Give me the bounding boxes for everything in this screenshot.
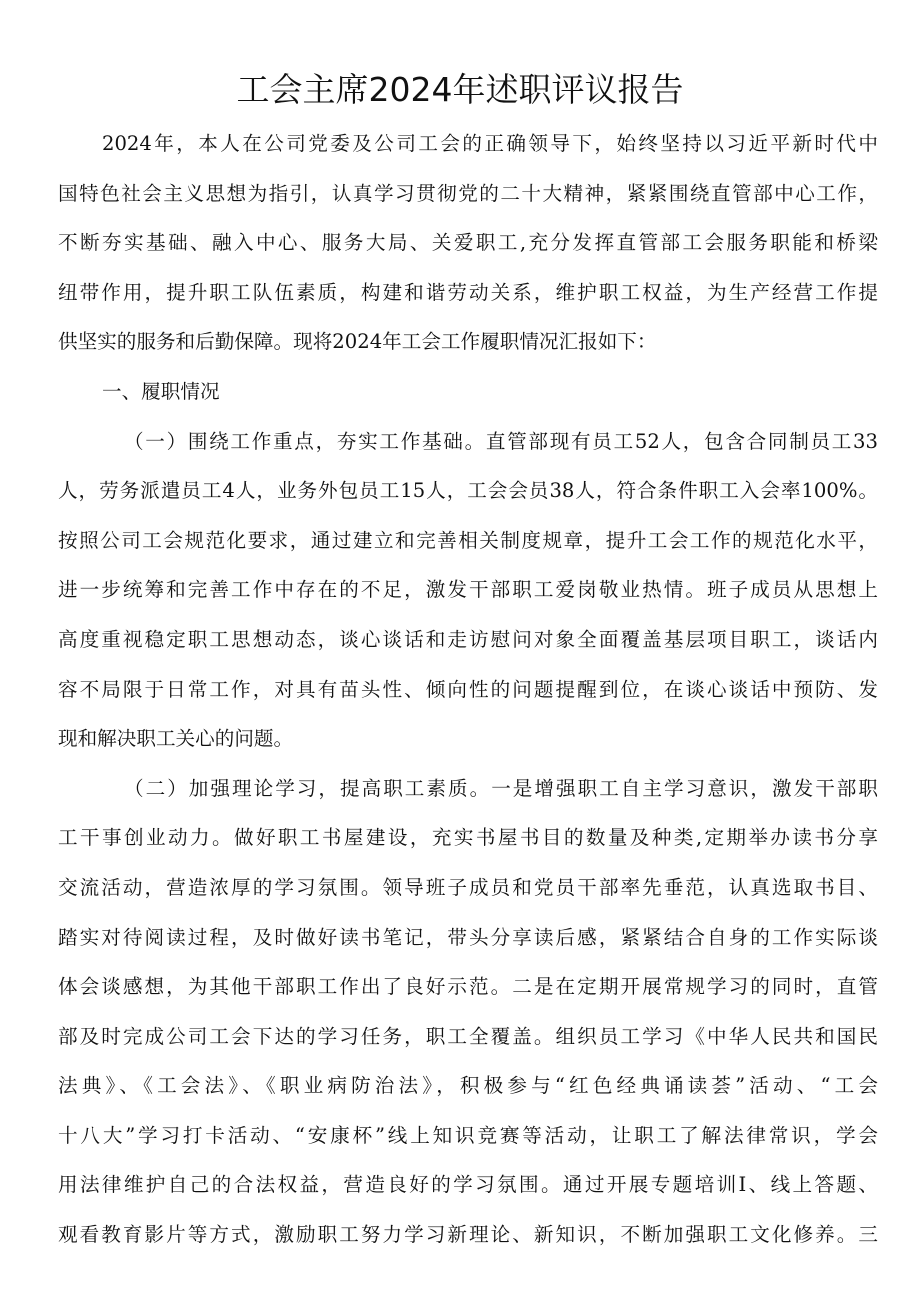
paragraph-line: 供坚实的服务和后勤保障。现将2024年工会工作履职情况汇报如下：: [58, 330, 657, 354]
paragraph-line: （一）围绕工作重点，夯实工作基础。直管部现有员工52人，包含合同制员工33: [124, 429, 878, 453]
paragraph-line: 观看教育影片等方式，激励职工努力学习新理论、新知识，不断加强职工文化修养。三: [58, 1223, 878, 1247]
paragraph-line: 用法律维护自己的合法权益，营造良好的学习氛围。通过开展专题培训I、线上答题、: [58, 1173, 878, 1197]
document-body: [58, 119, 878, 1260]
paragraph-line: 按照公司工会规范化要求，通过建立和完善相关制度规章，提升工会工作的规范化水平，: [58, 528, 878, 552]
document-title: 工会主席2024年述职评议报告: [236, 70, 684, 109]
paragraph-line: 人，劳务派遣员工4人，业务外包员工15人，工会会员38人，符合条件职工入会率100%。: [58, 479, 878, 503]
paragraph-line: 国特色社会主义思想为指引，认真学习贯彻党的二十大精神，紧紧围绕直管部中心工作，: [58, 181, 878, 205]
paragraph-line: 交流活动，营造浓厚的学习氛围。领导班子成员和党员干部率先垂范，认真选取书目、: [58, 875, 878, 899]
paragraph-line: 2024年，本人在公司党委及公司工会的正确领导下，始终坚持以习近平新时代中: [102, 132, 878, 155]
section-heading: 一、履职情况: [102, 379, 220, 403]
paragraph-line: 部及时完成公司工会下达的学习任务，职工全覆盖。组织员工学习《中华人民共和国民: [58, 1024, 878, 1048]
paragraph-line: 高度重视稳定职工思想动态，谈心谈话和走访慰问对象全面覆盖基层项目职工，谈话内: [58, 627, 878, 651]
paragraph-line: 工干事创业动力。做好职工书屋建设，充实书屋书目的数量及种类,定期举办读书分享: [58, 826, 878, 850]
paragraph-line: 现和解决职工关心的问题。: [58, 727, 294, 751]
paragraph-line: 十八大”学习打卡活动、“安康杯”线上知识竞赛等活动，让职工了解法律常识，学会: [58, 1123, 878, 1147]
paragraph-line: （二）加强理论学习，提高职工素质。一是增强职工自主学习意识，激发干部职: [124, 776, 878, 800]
paragraph-line: 法典》、《工会法》、《职业病防治法》，积极参与“红色经典诵读荟”活动、“工会: [58, 1074, 878, 1098]
paragraph-line: 容不局限于日常工作，对具有苗头性、倾向性的问题提醒到位，在谈心谈话中预防、发: [58, 677, 878, 701]
paragraph-line: 体会谈感想，为其他干部职工作出了良好示范。二是在定期开展常规学习的同时，直管: [58, 975, 878, 999]
paragraph-line: 进一步统筹和完善工作中存在的不足，激发干部职工爱岗敬业热情。班子成员从思想上: [58, 578, 878, 602]
paragraph-line: 不断夯实基础、融入中心、服务大局、关爱职工,充分发挥直管部工会服务职能和桥梁: [58, 231, 878, 255]
paragraph-line: 踏实对待阅读过程，及时做好读书笔记，带头分享读后感，紧紧结合自身的工作实际谈: [58, 925, 878, 949]
paragraph-line: 纽带作用，提升职工队伍素质，构建和谐劳动关系，维护职工权益，为生产经营工作提: [58, 280, 878, 304]
